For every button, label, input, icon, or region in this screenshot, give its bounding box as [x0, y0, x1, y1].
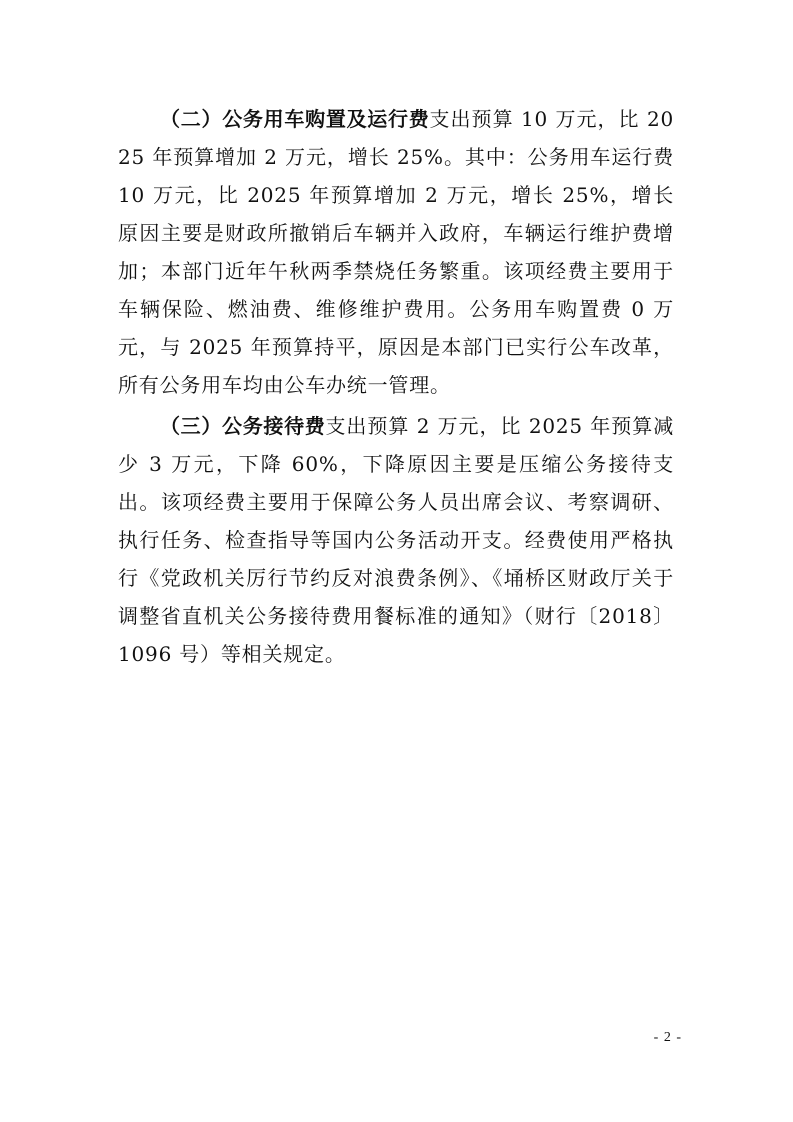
- section-reception-expenses: [118, 407, 674, 673]
- document-body: [118, 100, 674, 676]
- page-number: - 2 -: [653, 1030, 682, 1045]
- section-heading-reception: （三）公务接待费: [160, 414, 326, 438]
- section-heading-vehicle: （二）公务用车购置及运行费: [160, 107, 430, 131]
- section-text-vehicle: 支出预算 10 万元，比 2025 年预算增加 2 万元，增长 25%。其中：公务用车运行费 10 万元，比 2025 年预算增加 2 万元，增长 25%，增长原因主要是财政所撤销后车辆并入政府，车辆运行维护费增加；本部门近年午秋两季禁烧任务繁重。该项经费主要用于车辆保险、燃油费、维修维护费用。公务用车购置费 0 万元，与 2025 年预算持平，原因是本部门已实行公车改革，所有公务用车均由公车办统一管理。: [118, 107, 674, 397]
- section-vehicle-expenses: [118, 100, 674, 404]
- section-text-reception: 支出预算 2 万元，比 2025 年预算减少 3 万元，下降 60%，下降原因主要是压缩公务接待支出。该项经费主要用于保障公务人员出席会议、考察调研、执行任务、检查指导等国内公务活动开支。经费使用严格执行《党政机关厉行节约反对浪费条例》、《埇桥区财政厅关于调整省直机关公务接待费用餐标准的通知》（财行〔2018〕1096 号）等相关规定。: [118, 414, 675, 666]
